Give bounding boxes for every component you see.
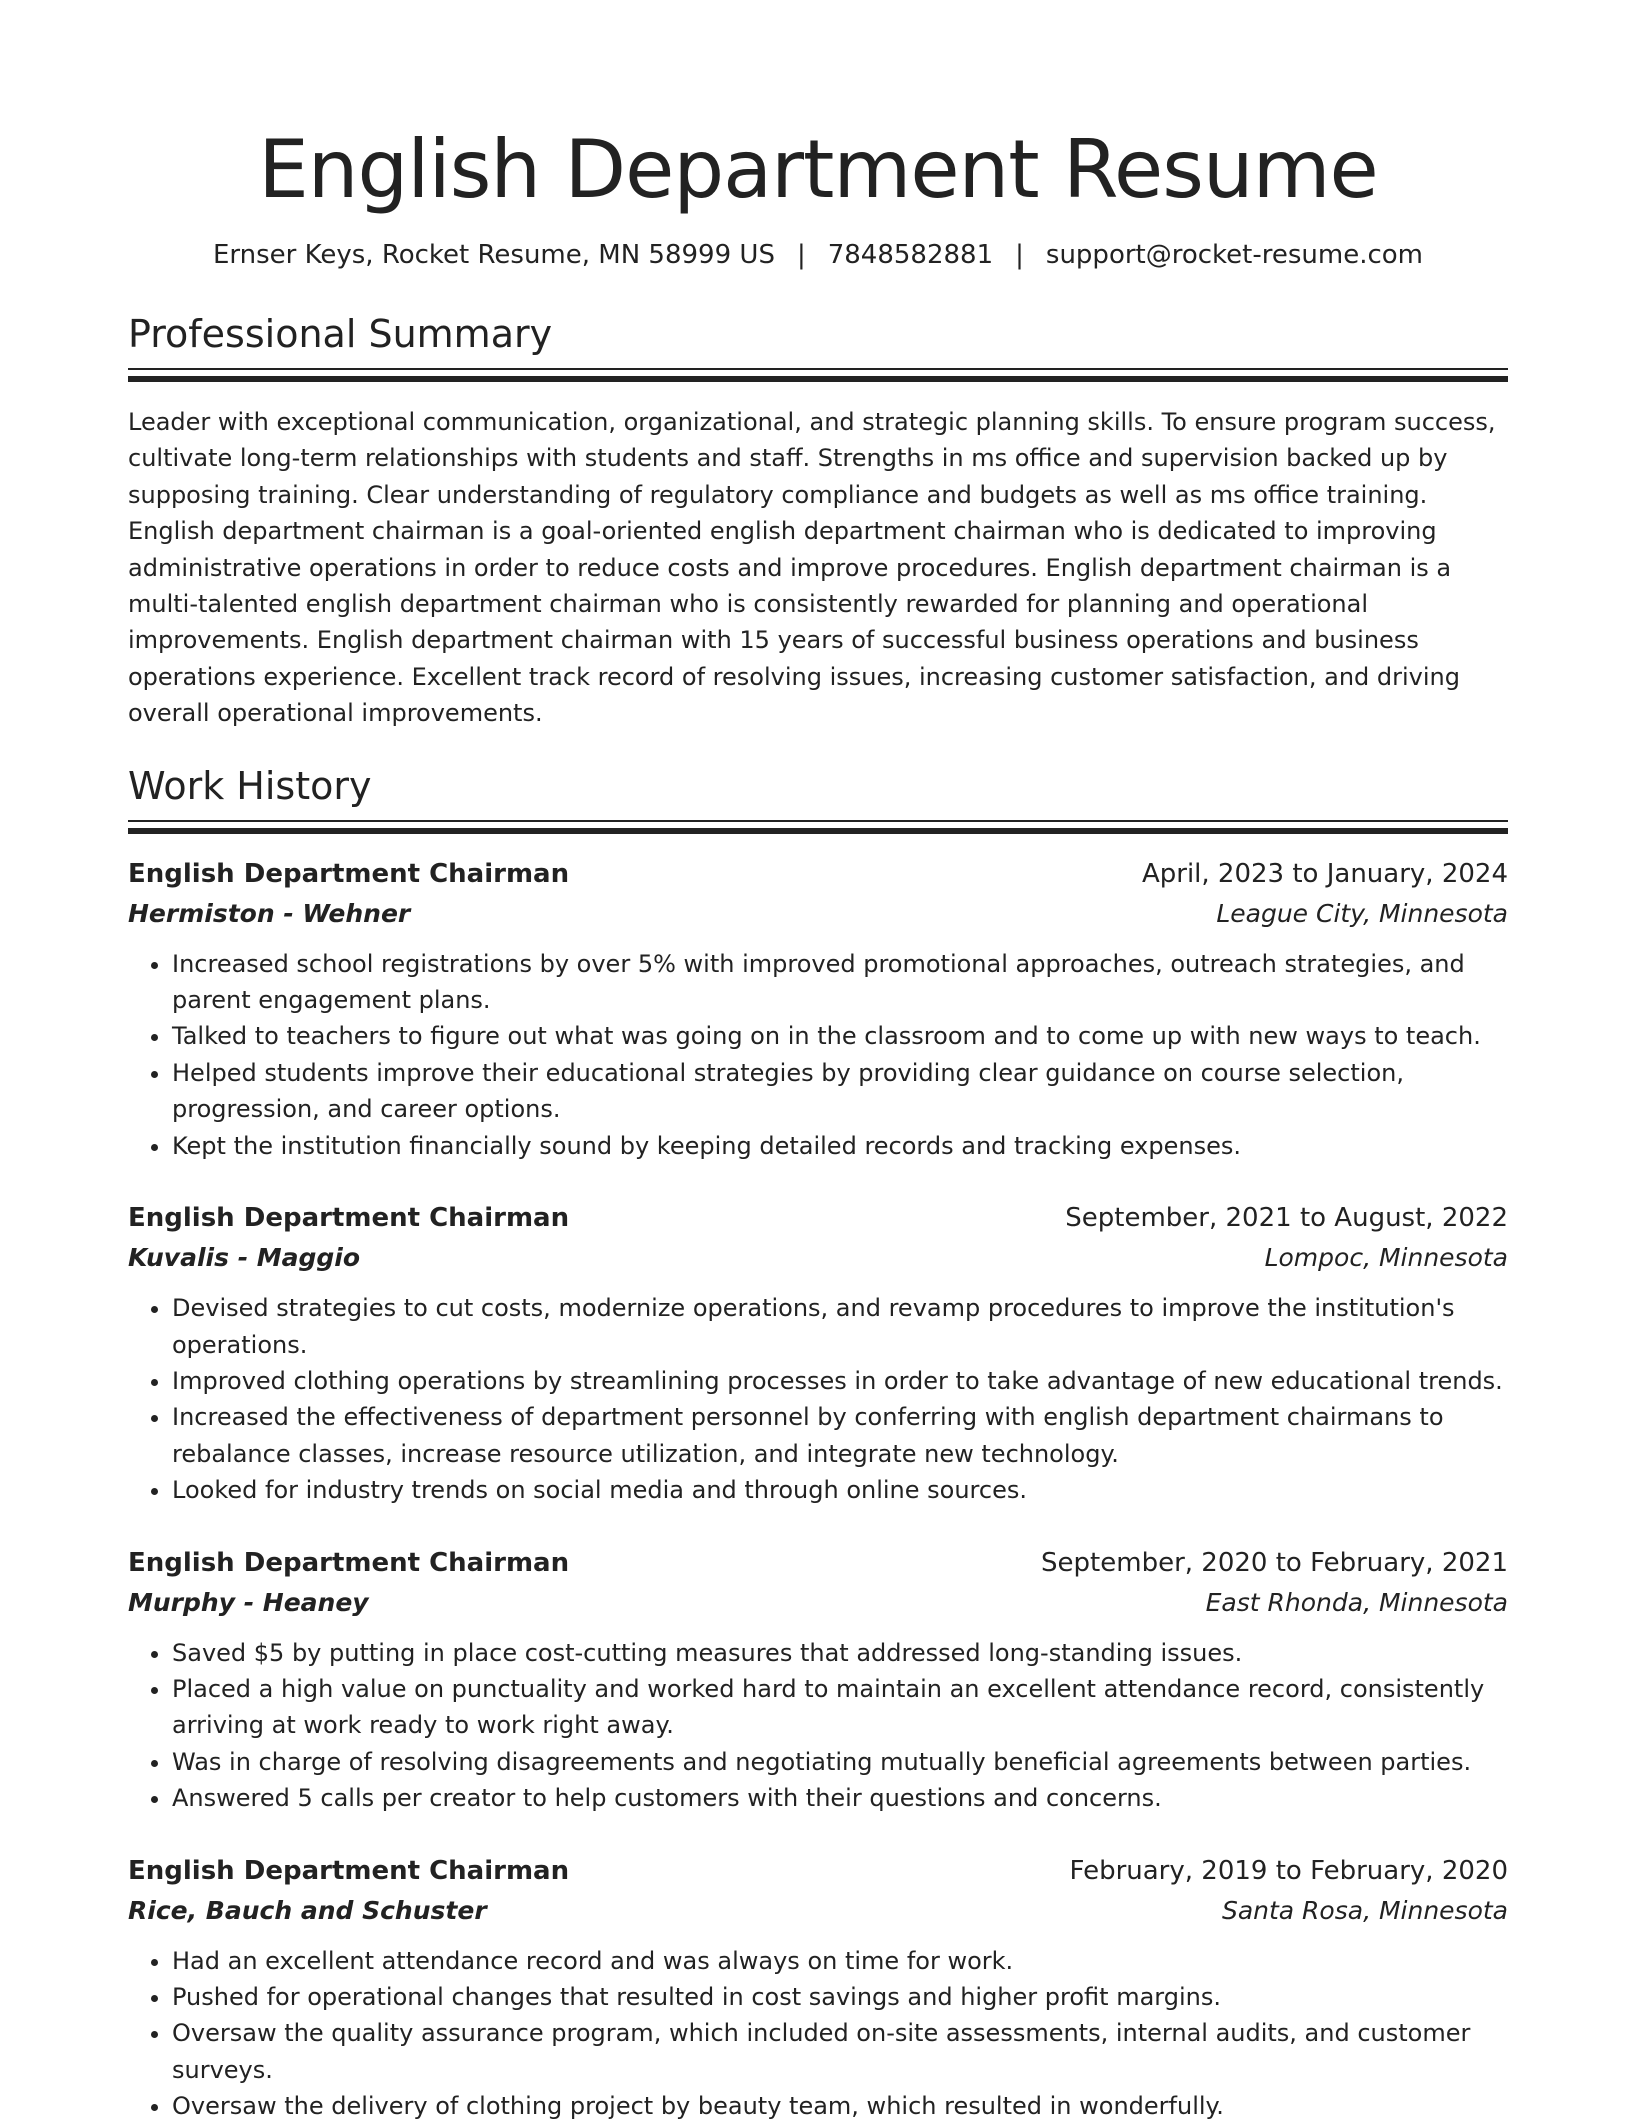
job-title: English Department Chairman	[128, 1547, 570, 1578]
work-section-header	[128, 762, 1508, 834]
job-bullet: • Increased the effectiveness of department personnel by conferring with english department chairmans to rebalance classes, increase resource utilization, and integrate new technology.	[172, 1399, 1508, 1472]
job-location: Lompoc, Minnesota	[1264, 1243, 1508, 1273]
job-bullet: • Placed a high value on punctuality and worked hard to maintain an excellent attendance record, consistently arriving at work ready to work right away.	[172, 1671, 1508, 1744]
summary-section-header	[128, 310, 1508, 382]
job-company-row	[128, 1583, 1508, 1623]
job-bullet: • Had an excellent attendance record and was always on time for work.	[172, 1943, 1508, 1979]
job-bullet: • Increased school registrations by over 5% with improved promotional approaches, outreach strategies, and parent engagement plans.	[172, 946, 1508, 1019]
job-bullets	[128, 1943, 1508, 2125]
job-entry	[128, 1198, 1508, 1508]
job-entry	[128, 1851, 1508, 2125]
resume-page	[128, 0, 1508, 2125]
job-entry	[128, 1543, 1508, 1817]
job-company-row	[128, 894, 1508, 934]
job-bullets	[128, 1635, 1508, 1817]
job-bullets	[128, 1290, 1508, 1508]
summary-text: Leader with exceptional communication, organizational, and strategic planning skills. To ensure program success, cultivate long-term relationships with students and staff. Strengths in ms office and supervision backed up by supposing training. Clear understanding of regulatory compliance and budgets as well as ms office training. English department chairman is a goal-oriented english department chairman who is dedicated to improving administrative operations in order to reduce costs and improve procedures. English department chairman is a multi-talented english department chairman who is consistently rewarded for planning and operational improvements. English department chairman with 15 years of successful business operations and business operations experience. Excellent track record of resolving issues, increasing customer satisfaction, and driving overall operational improvements.	[128, 408, 1496, 728]
job-title-row	[128, 1543, 1508, 1583]
job-title: English Department Chairman	[128, 1855, 570, 1886]
contact-line	[128, 238, 1508, 272]
job-company: Rice, Bauch and Schuster	[128, 1895, 487, 1925]
job-dates: February, 2019 to February, 2020	[1069, 1855, 1508, 1886]
job-company: Murphy - Heaney	[128, 1587, 369, 1617]
job-list	[128, 854, 1508, 2125]
contact-separator: |	[1015, 240, 1024, 270]
job-location: East Rhonda, Minnesota	[1205, 1587, 1508, 1617]
job-bullet: • Oversaw the delivery of clothing project by beauty team, which resulted in wonderfully.	[172, 2088, 1508, 2124]
job-bullet: • Was in charge of resolving disagreements and negotiating mutually beneficial agreements between parties.	[172, 1744, 1508, 1780]
job-bullet: • Devised strategies to cut costs, modernize operations, and revamp procedures to improve the institution's operations.	[172, 1290, 1508, 1363]
job-bullets	[128, 946, 1508, 1164]
job-title: English Department Chairman	[128, 1203, 570, 1234]
job-title-row	[128, 1851, 1508, 1891]
job-bullet: • Talked to teachers to figure out what was going on in the classroom and to come up with new ways to teach.	[172, 1018, 1508, 1054]
job-dates: April, 2023 to January, 2024	[1141, 858, 1508, 889]
contact-email: support@rocket-resume.com	[1045, 240, 1424, 270]
section-rule-thick	[128, 828, 1508, 834]
job-company: Hermiston - Wehner	[128, 898, 411, 928]
job-dates: September, 2021 to August, 2022	[1065, 1203, 1508, 1234]
job-bullet: • Answered 5 calls per creator to help customers with their questions and concerns.	[172, 1780, 1508, 1816]
contact-phone: 7848582881	[827, 240, 994, 270]
job-company-row	[128, 1238, 1508, 1278]
job-bullet: • Improved clothing operations by streamlining processes in order to take advantage of new educational trends.	[172, 1363, 1508, 1399]
job-title-row	[128, 1198, 1508, 1238]
job-bullet: • Saved $5 by putting in place cost-cutting measures that addressed long-standing issues.	[172, 1635, 1508, 1671]
contact-address: Ernser Keys, Rocket Resume, MN 58999 US	[212, 240, 775, 270]
job-company: Kuvalis - Maggio	[128, 1243, 361, 1273]
section-rule-thin	[128, 368, 1508, 370]
job-company-row	[128, 1891, 1508, 1931]
job-location: Santa Rosa, Minnesota	[1221, 1895, 1508, 1925]
contact-separator: |	[796, 240, 806, 270]
job-title: English Department Chairman	[128, 858, 570, 889]
job-bullet: • Oversaw the quality assurance program, which included on-site assessments, internal audits, and customer surveys.	[172, 2015, 1508, 2088]
job-dates: September, 2020 to February, 2021	[1041, 1547, 1508, 1578]
job-title-row	[128, 854, 1508, 894]
resume-title: English Department Resume	[258, 123, 1378, 216]
job-entry	[128, 854, 1508, 1164]
job-bullet: • Looked for industry trends on social media and through online sources.	[172, 1472, 1508, 1508]
job-bullet: • Kept the institution financially sound by keeping detailed records and tracking expenses.	[172, 1128, 1508, 1164]
summary-heading: Professional Summary	[128, 312, 553, 356]
section-rule-thin	[128, 820, 1508, 822]
job-bullet: • Helped students improve their educational strategies by providing clear guidance on course selection, progression, and career options.	[172, 1055, 1508, 1128]
job-location: League City, Minnesota	[1216, 898, 1508, 928]
section-rule-thick	[128, 376, 1508, 382]
job-bullet: • Pushed for operational changes that resulted in cost savings and higher profit margins.	[172, 1979, 1508, 2015]
work-heading: Work History	[128, 763, 372, 808]
